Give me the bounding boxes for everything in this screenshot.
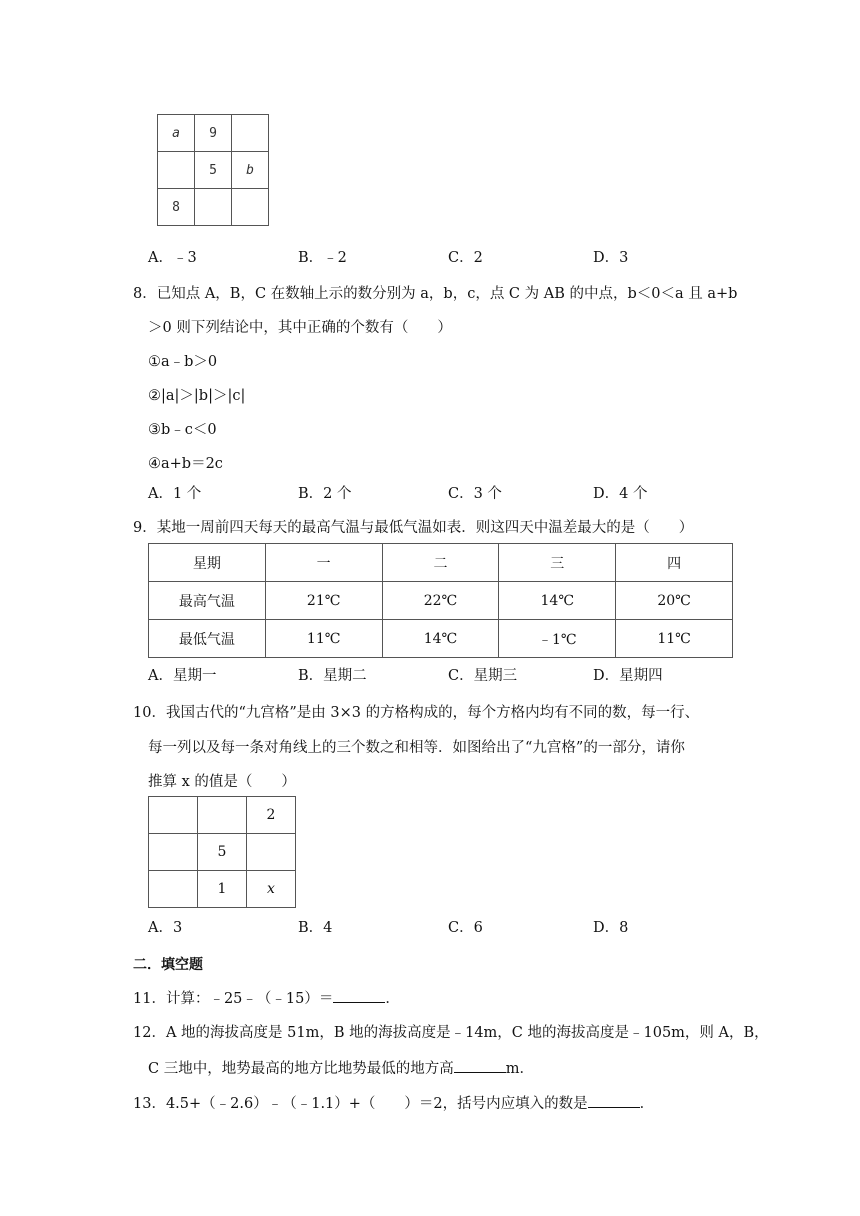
q11-end: ．	[385, 991, 400, 1007]
q8-item-1: ①a﹣b＞0	[148, 354, 218, 370]
table-cell: 三	[499, 544, 616, 582]
cell	[198, 797, 247, 834]
cell	[232, 115, 269, 152]
table-cell: 最低气温	[149, 620, 266, 658]
cell: 2	[247, 797, 296, 834]
q7-option-b: B．﹣2	[298, 250, 347, 266]
q9-option-d: D．星期四	[593, 668, 663, 684]
q9-option-a: A．星期一	[148, 668, 217, 684]
magic-square-figure-q10	[148, 796, 296, 908]
cell: a	[158, 115, 195, 152]
q13-end: ．	[639, 1096, 655, 1112]
q12-end: m．	[505, 1061, 534, 1077]
q10-option-a: A．3	[148, 920, 183, 936]
q8-option-c: C．3 个	[448, 486, 502, 502]
q10-stem-line2: 每一列以及每一条对角线上的三个数之和相等．如图给出了“九宫格”的一部分，请你	[148, 740, 685, 756]
cell: 8	[158, 189, 195, 226]
table-cell: ﹣1℃	[499, 620, 616, 658]
table-cell: 11℃	[616, 620, 733, 658]
cell	[232, 189, 269, 226]
table-cell: 四	[616, 544, 733, 582]
q8-option-a: A．1 个	[148, 486, 202, 502]
q8-item-3: ③b﹣c＜0	[148, 422, 217, 438]
q12-line1: 12．A 地的海拔高度是 51m，B 地的海拔高度是﹣14m，C 地的海拔高度是﹣105m，则 A，B，	[133, 1025, 769, 1041]
table-cell: 14℃	[499, 582, 616, 620]
cell	[158, 152, 195, 189]
table-cell: 20℃	[616, 582, 733, 620]
cell: b	[232, 152, 269, 189]
cell: 5	[198, 834, 247, 871]
cell: x	[247, 871, 296, 908]
q8-stem-line1: 8．已知点 A，B，C 在数轴上示的数分别为 a，b，c，点 C 为 AB 的中点，b＜0＜a 且 a+b	[133, 286, 738, 302]
q8-option-d: D．4 个	[593, 486, 648, 502]
q7-option-a: A．﹣3	[148, 250, 197, 266]
section-heading: 二．填空题	[133, 957, 203, 973]
table-cell: 星期	[149, 544, 266, 582]
cell	[149, 797, 198, 834]
q11-text: 11．计算：﹣25﹣（﹣15）＝	[133, 991, 334, 1007]
q7-option-d: D．3	[593, 250, 629, 266]
answer-blank	[588, 1093, 640, 1108]
q12-line2	[148, 1058, 534, 1079]
q13-text: 13．4.5+（﹣2.6）﹣（﹣1.1）+（ ）＝2，括号内应填入的数是	[133, 1096, 588, 1112]
q11	[133, 988, 400, 1009]
q9-option-c: C．星期三	[448, 668, 518, 684]
temperature-table	[148, 543, 733, 658]
q10-option-b: B．4	[298, 920, 333, 936]
table-cell: 21℃	[265, 582, 382, 620]
q9-stem: 9．某地一周前四天每天的最高气温与最低气温如表．则这四天中温差最大的是（ ）	[133, 520, 694, 536]
q10-stem-line3: 推算 x 的值是（ ）	[148, 774, 296, 790]
cell	[247, 834, 296, 871]
q10-option-d: D．8	[593, 920, 629, 936]
cell: 9	[195, 115, 232, 152]
cell	[149, 871, 198, 908]
table-cell: 11℃	[265, 620, 382, 658]
q7-option-c: C．2	[448, 250, 483, 266]
cell: 1	[198, 871, 247, 908]
q8-item-2: ②|a|＞|b|＞|c|	[148, 388, 246, 404]
q12-text: C 三地中，地势最高的地方比地势最低的地方高	[148, 1061, 454, 1077]
magic-square-figure-q7	[157, 114, 269, 226]
q9-option-b: B．星期二	[298, 668, 367, 684]
q8-option-b: B．2 个	[298, 486, 352, 502]
q10-stem-line1: 10．我国古代的“九宫格”是由 3×3 的方格构成的，每个方格内均有不同的数，每一行、	[133, 705, 700, 721]
table-cell: 二	[382, 544, 499, 582]
cell	[195, 189, 232, 226]
table-cell: 最高气温	[149, 582, 266, 620]
answer-blank	[454, 1058, 506, 1073]
cell	[149, 834, 198, 871]
q10-option-c: C．6	[448, 920, 483, 936]
q13	[133, 1093, 654, 1114]
table-cell: 一	[265, 544, 382, 582]
q8-stem-line2: ＞0 则下列结论中，其中正确的个数有（ ）	[148, 320, 452, 336]
table-cell: 22℃	[382, 582, 499, 620]
answer-blank	[333, 988, 385, 1003]
table-cell: 14℃	[382, 620, 499, 658]
cell: 5	[195, 152, 232, 189]
q8-item-4: ④a+b＝2c	[148, 456, 223, 472]
